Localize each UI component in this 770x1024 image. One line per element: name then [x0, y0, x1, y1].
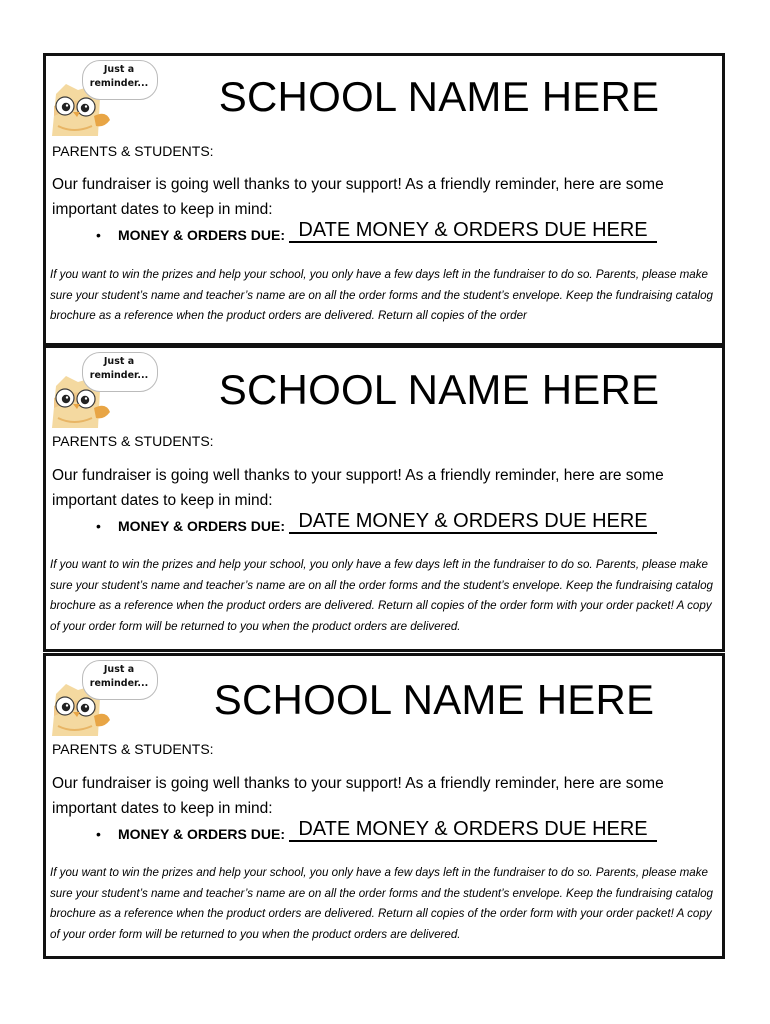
instructions-note: If you want to win the prizes and help your school, you only have a few days left in the fundraiser to do so. Parents, please make sure your student’s name and teacher’s name are on all the order forms and the student’s envelope. Keep the fundraising catalog brochure as a reference when the product orders are delivered. Return all copies of the order form with your order packet! A copy of your order form will be returned to you when the product orders are delivered.: [50, 866, 713, 941]
due-date-field: DATE MONEY & ORDERS DUE HERE: [289, 219, 657, 243]
due-date-row: [96, 510, 657, 538]
bubble-line-1: Just a: [103, 664, 135, 675]
school-name: SCHOOL NAME HERE: [218, 73, 660, 120]
instructions-note: If you want to win the prizes and help your school, you only have a few days left in the fundraiser to do so. Parents, please make sure your student’s name and teacher’s name are on all the order forms and the student’s envelope. Keep the fundraising catalog brochure as a reference when the product orders are delivered. Return all copies of the order form with your order packet! A copy of your order form will be returned to you when the product orders are delivered.: [50, 558, 713, 633]
due-label: MONEY & ORDERS DUE:: [118, 826, 285, 842]
school-name: SCHOOL NAME HERE: [218, 366, 660, 413]
due-date-row: [96, 219, 657, 247]
reminder-card-3: [43, 653, 725, 959]
reminder-card-2: [43, 345, 725, 652]
reminder-card-1: [43, 53, 725, 346]
bubble-line-1: Just a: [103, 356, 135, 367]
bullet: •: [96, 826, 101, 842]
intro-text: Our fundraiser is going well thanks to your support! As a friendly reminder, here are some important dates to keep in mind:: [52, 467, 664, 509]
due-date-field: DATE MONEY & ORDERS DUE HERE: [289, 510, 657, 534]
bullet: •: [96, 227, 101, 243]
greeting: PARENTS & STUDENTS:: [52, 433, 214, 449]
school-name: SCHOOL NAME HERE: [213, 676, 655, 723]
greeting: PARENTS & STUDENTS:: [52, 741, 214, 757]
due-label: MONEY & ORDERS DUE:: [118, 227, 285, 243]
bubble-line-2: reminder...: [89, 78, 149, 89]
due-date-field: DATE MONEY & ORDERS DUE HERE: [289, 818, 657, 842]
bubble-line-1: Just a: [103, 64, 135, 75]
bullet: •: [96, 518, 101, 534]
due-label: MONEY & ORDERS DUE:: [118, 518, 285, 534]
intro-text: Our fundraiser is going well thanks to your support! As a friendly reminder, here are some important dates to keep in mind:: [52, 775, 664, 817]
bubble-line-2: reminder...: [89, 678, 149, 689]
intro-text: Our fundraiser is going well thanks to your support! As a friendly reminder, here are some important dates to keep in mind:: [52, 176, 664, 218]
greeting: PARENTS & STUDENTS:: [52, 143, 214, 159]
instructions-note: If you want to win the prizes and help your school, you only have a few days left in the fundraiser to do so. Parents, please make sure your student’s name and teacher’s name are on all the order forms and the student’s envelope. Keep the fundraising catalog brochure as a reference when the product orders are delivered. Return all copies of the order: [50, 268, 713, 322]
bubble-line-2: reminder...: [89, 370, 149, 381]
due-date-row: [96, 818, 657, 846]
